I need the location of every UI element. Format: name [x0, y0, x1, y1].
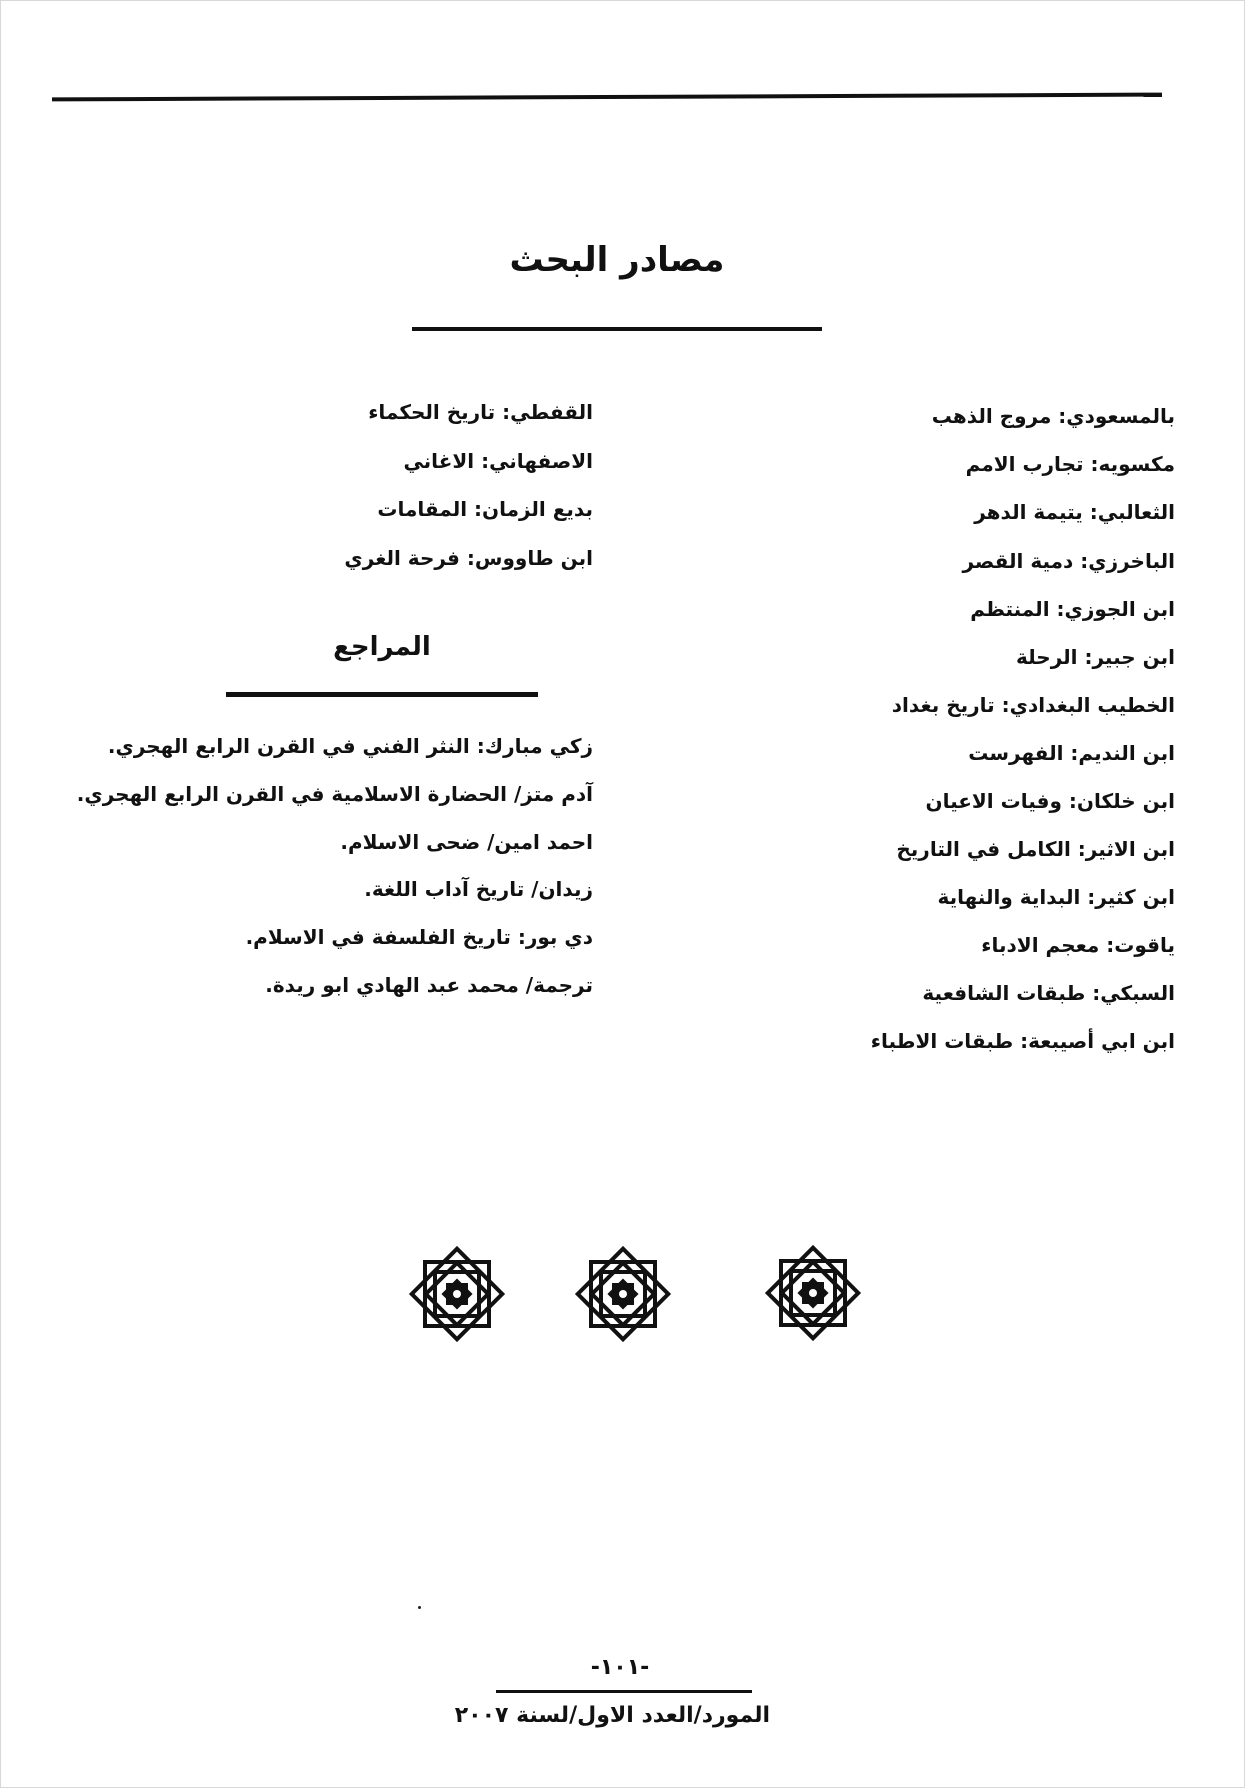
source-entry: ابن الجوزي: المنتظم [970, 597, 1175, 621]
source-entry: ابن النديم: الفهرست [968, 741, 1175, 765]
references-title: المراجع [333, 632, 431, 662]
islamic-star-ornament-icon [407, 1244, 507, 1344]
source-entry: ابن طاووس: فرحة الغري [344, 546, 593, 570]
islamic-star-ornament-icon [573, 1244, 673, 1344]
source-entry: بديع الزمان: المقامات [377, 497, 593, 521]
footer-rule [496, 1690, 752, 1693]
source-entry: ابن ابي أصيبعة: طبقات الاطباء [870, 1029, 1175, 1053]
reference-entry: احمد امين/ ضحى الاسلام. [340, 830, 593, 854]
source-entry: ابن كثير: البداية والنهاية [937, 885, 1175, 909]
source-entry: ابن خلكان: وفيات الاعيان [925, 789, 1175, 813]
references-underline [226, 692, 538, 697]
reference-entry: زكي مبارك: النثر الفني في القرن الرابع الهجري. [107, 734, 593, 758]
source-entry: مكسويه: تجارب الامم [965, 452, 1175, 476]
islamic-star-ornament-icon [763, 1243, 863, 1343]
source-entry: ابن جبير: الرحلة [1016, 645, 1175, 669]
title-underline [412, 327, 822, 331]
reference-entry: ترجمة/ محمد عبد الهادي ابو ريدة. [265, 973, 593, 997]
reference-entry: زيدان/ تاريخ آداب اللغة. [364, 877, 593, 901]
scan-speck [418, 1606, 421, 1609]
journal-footer: المورد/العدد الاول/لسنة ٢٠٠٧ [454, 1703, 770, 1728]
source-entry: الثعالبي: يتيمة الدهر [974, 500, 1175, 524]
source-entry: القفطي: تاريخ الحكماء [368, 400, 593, 424]
reference-entry: دي بور: تاريخ الفلسفة في الاسلام. [245, 925, 593, 949]
source-entry: السبكي: طبقات الشافعية [922, 981, 1175, 1005]
source-entry: الخطيب البغدادي: تاريخ بغداد [891, 693, 1175, 717]
source-entry: ابن الاثير: الكامل في التاريخ [896, 837, 1175, 861]
page-title: مصادر البحث [509, 240, 725, 280]
page-number: -١٠١- [590, 1655, 650, 1680]
reference-entry: آدم متز/ الحضارة الاسلامية في القرن الرابع الهجري. [76, 782, 593, 806]
source-entry: بالمسعودي: مروج الذهب [931, 404, 1175, 428]
source-entry: الباخرزي: دمية القصر [962, 549, 1175, 573]
source-entry: الاصفهاني: الاغاني [403, 449, 593, 473]
source-entry: ياقوت: معجم الادباء [981, 933, 1175, 957]
